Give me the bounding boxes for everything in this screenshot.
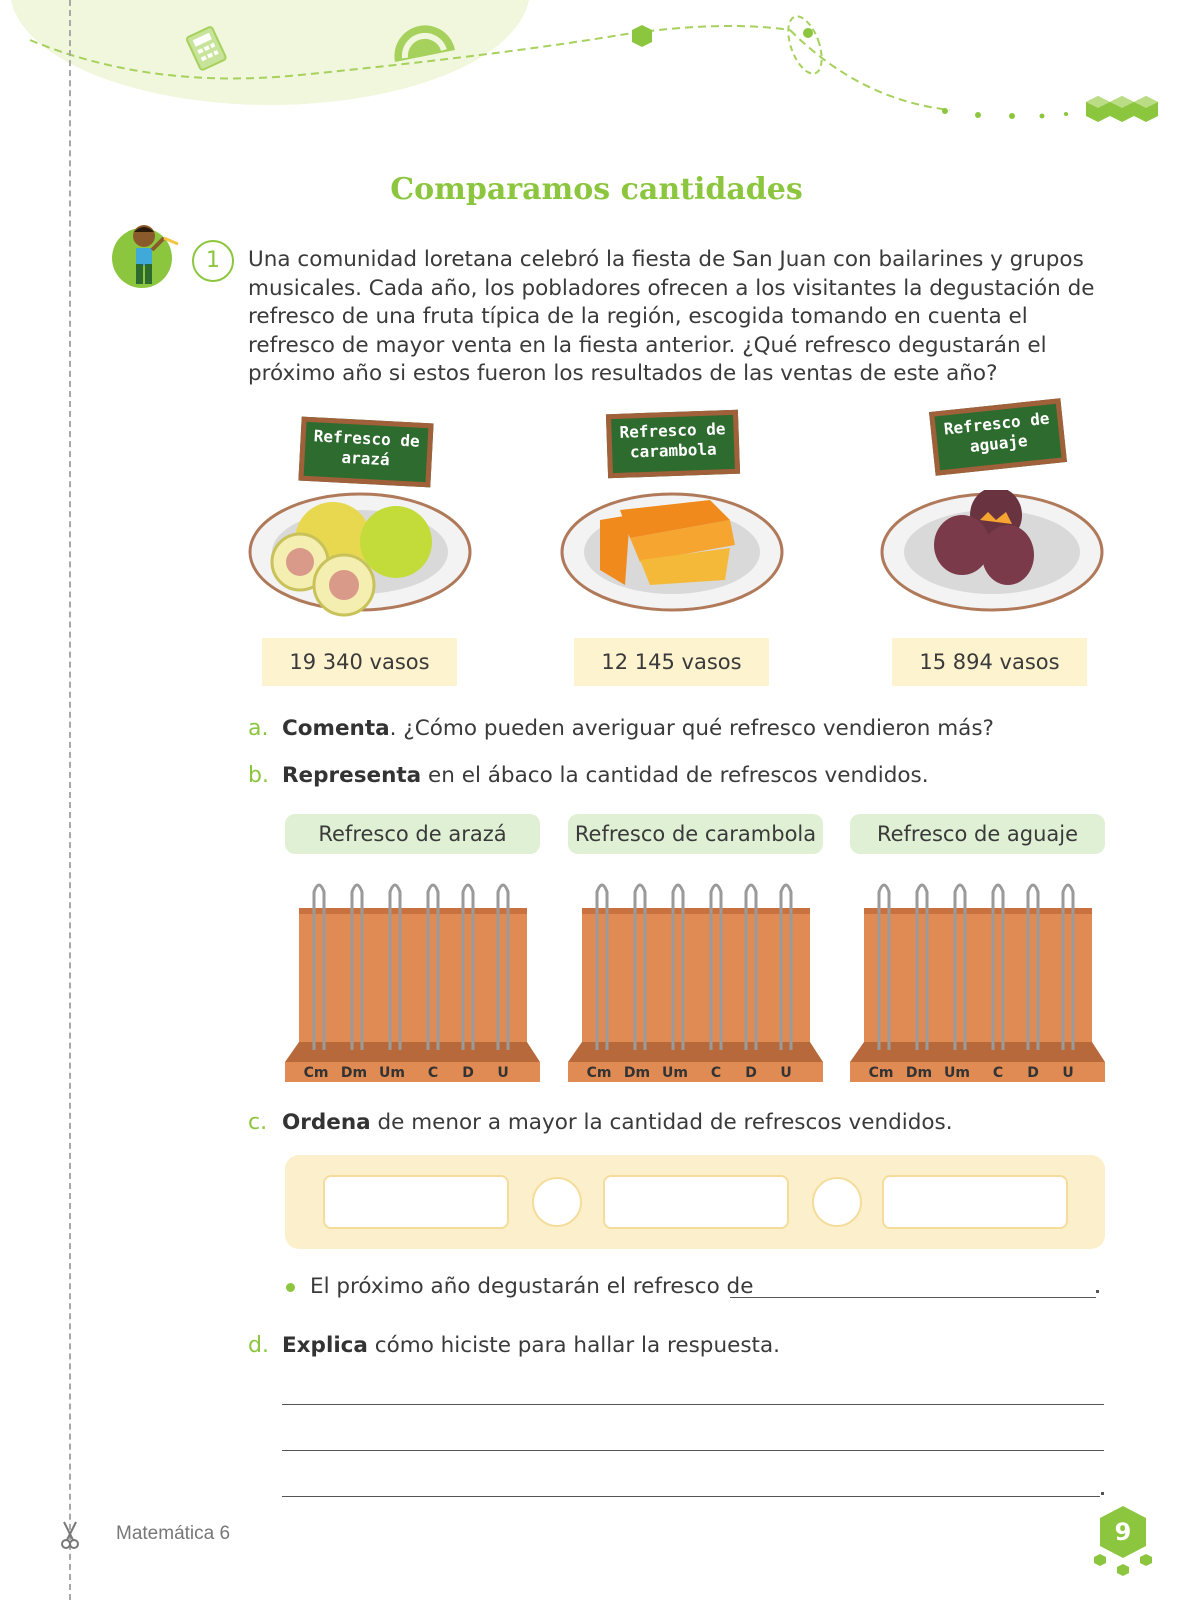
scissors-icon [59,1520,81,1550]
question-d-text: cómo hiciste para hallar la respuesta. [367,1333,780,1358]
question-a-verb: Comenta [282,716,390,741]
question-b-text: en el ábaco la cantidad de refrescos vendidos. [421,763,929,788]
fruit-aguaje [880,405,1105,620]
explain-line-2[interactable] [282,1450,1104,1451]
question-b-letter: b. [248,763,269,788]
activity-number: 1 [192,240,234,282]
abacus-place-label: D [745,1065,757,1081]
order-sign-1[interactable] [532,1177,582,1227]
abacus-aguaje[interactable] [850,870,1105,1082]
question-c [248,1110,953,1135]
question-b-verb: Representa [282,763,422,788]
abacus-carambola[interactable] [568,870,823,1082]
abacus-place-label: Cm [586,1065,612,1081]
page-title: Comparamos cantidades [390,172,803,207]
quantity-araza: 19 340 vasos [262,638,457,686]
araza-plate-icon [248,490,473,620]
abacus-label-araza: Refresco de arazá [285,814,540,854]
question-b [248,763,929,788]
carambola-plate-icon [560,490,785,620]
quantity-aguaje: 15 894 vasos [892,638,1087,686]
explain-line-1[interactable] [282,1404,1104,1405]
cut-line [69,0,71,1600]
abacus-place-label: C [992,1065,1004,1081]
question-a-text: . ¿Cómo pueden averiguar qué refresco vendieron más? [389,716,994,741]
aguaje-plate-icon [880,490,1105,620]
order-box-1[interactable] [323,1175,509,1229]
footer-book-title: Matemática 6 [116,1523,231,1544]
question-a [248,716,994,741]
header-decoration [0,0,1193,130]
abacus-place-label: D [1027,1065,1039,1081]
next-year-text: El próximo año degustarán el refresco de [310,1274,754,1299]
abacus-place-label: Cm [303,1065,329,1081]
abacus-label-carambola: Refresco de carambola [568,814,823,854]
explain-period [1101,1492,1104,1495]
abacus-place-label: Dm [623,1065,651,1081]
abacus-place-label: U [780,1065,792,1081]
intro-text: Una comunidad loretana celebró la fiesta de San Juan con bailarines y grupos musicales. Cada año, los pobladores ofrecen a los visitantes la degustación de refresco de una fruta típica de la región, escogida tomando en cuenta el refresco de mayor venta en la fiesta anterior. ¿Qué refresco degustarán el próximo año si estos fueron los resultados de las ventas de este año? [248,247,1095,386]
question-c-text: de menor a mayor la cantidad de refrescos vendidos. [370,1110,953,1135]
abacus-place-label: C [427,1065,439,1081]
abacus-place-label: Dm [905,1065,933,1081]
abacus-label-aguaje: Refresco de aguaje [850,814,1105,854]
question-d-verb: Explica [282,1333,368,1358]
quantity-carambola: 12 145 vasos [574,638,769,686]
next-year-bullet-icon [286,1283,295,1292]
abacus-place-label: U [497,1065,509,1081]
explain-line-3[interactable] [282,1496,1100,1497]
order-bar [285,1155,1105,1249]
question-c-verb: Ordena [282,1110,371,1135]
abacus-place-label: Dm [340,1065,368,1081]
question-d-letter: d. [248,1333,269,1358]
question-d [248,1333,780,1358]
next-year-answer-line[interactable] [730,1297,1096,1298]
abacus-place-label: Um [379,1065,405,1081]
sign-aguaje: Refresco de aguaje [929,398,1067,475]
abacus-drawing [568,870,823,1082]
order-sign-2[interactable] [812,1177,862,1227]
sign-araza: Refresco de arazá [298,417,433,488]
abacus-place-label: Um [662,1065,688,1081]
abacus-place-label: U [1062,1065,1074,1081]
question-a-letter: a. [248,716,269,741]
abacus-place-label: D [462,1065,474,1081]
order-box-2[interactable] [603,1175,789,1229]
question-c-letter: c. [248,1110,268,1135]
student-avatar [112,220,184,292]
fruit-carambola [560,412,785,620]
next-year-period [1096,1290,1099,1293]
abacus-place-label: C [710,1065,722,1081]
abacus-araza[interactable] [285,870,540,1082]
sign-carambola: Refresco de carambola [606,410,740,479]
fruit-araza [248,420,473,620]
abacus-place-label: Cm [868,1065,894,1081]
abacus-drawing [850,870,1105,1082]
abacus-place-label: Um [944,1065,970,1081]
abacus-drawing [285,870,540,1082]
order-box-3[interactable] [882,1175,1068,1229]
page-number: 9 [1114,1518,1132,1546]
